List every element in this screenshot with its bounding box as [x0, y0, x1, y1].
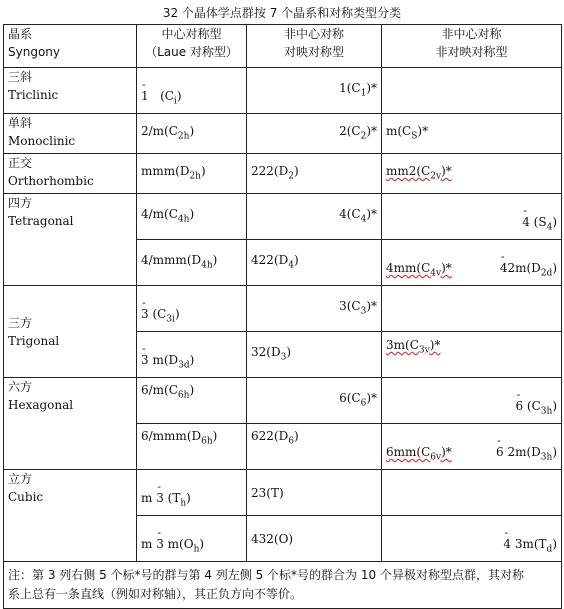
close-paren: ) — [212, 252, 218, 267]
group-suffix: )* — [441, 163, 452, 178]
group-label: 32(D — [251, 344, 281, 359]
subscript: i — [173, 96, 177, 106]
cell-nonenantio — [382, 194, 562, 240]
group-label: 4(C — [339, 206, 361, 221]
group-label: m(D — [148, 352, 179, 367]
group-text: mm2(C — [386, 163, 431, 178]
header-non-enantiomorphic — [382, 25, 562, 68]
header-syngony-cn: 晶系 — [8, 27, 33, 41]
syngony-hexagonal — [4, 378, 137, 470]
subscript: 2 — [288, 171, 294, 182]
group-label: (C — [148, 306, 167, 321]
group-label: 3m(T — [511, 536, 547, 551]
syngony-cn: 四方 — [8, 196, 33, 210]
bar-symbol: - 4 — [500, 259, 508, 277]
group-label: 23(T) — [251, 485, 284, 500]
row-orthorhombic — [4, 154, 562, 194]
group-text: 2m(D — [507, 260, 541, 275]
cell-centro — [137, 240, 247, 286]
subscript: h — [193, 544, 200, 554]
subscript: 2 — [360, 131, 367, 142]
table-note — [4, 562, 562, 609]
subscript: 6 — [360, 398, 367, 409]
close-paren: ) — [212, 429, 218, 443]
row-monoclinic — [4, 114, 562, 154]
table-title: 32 个晶体学点群按 7 个晶系和对称类型分类 — [162, 6, 402, 20]
close-paren: ) — [552, 260, 557, 275]
close-paren: ) — [199, 536, 205, 551]
subscript: 3d — [178, 360, 190, 370]
syngony-cn: 立方 — [8, 472, 33, 486]
group-label: mmm(D — [141, 163, 190, 178]
cell-enantio — [247, 68, 382, 114]
schoenflies: (C — [160, 88, 174, 103]
close-paren: ) — [200, 163, 206, 178]
cell-enantio — [247, 240, 382, 286]
subscript: 2d — [540, 268, 553, 278]
subscript: 6v — [430, 452, 442, 462]
subscript: 4h — [177, 214, 190, 225]
row-tetragonal-a — [4, 194, 562, 240]
subscript: S — [411, 131, 418, 142]
subscript: h — [180, 498, 187, 508]
group-label: 4/mmm(D — [141, 252, 202, 267]
group-text: 6mm(C — [386, 444, 431, 459]
syngony-cn: 三斜 — [8, 70, 33, 84]
syngony-cubic — [4, 470, 137, 562]
syngony-en: Trigonal — [8, 333, 60, 348]
cell-enantio — [247, 378, 382, 424]
cell-nonenantio — [382, 516, 562, 562]
bar-symbol: - 3 — [141, 305, 149, 323]
group-suffix: )* — [441, 444, 452, 459]
cell-centro — [137, 332, 247, 378]
note-line-2: 系上总有一条直线（例如对称轴），其正负方向不等价。 — [8, 587, 303, 601]
subscript: 3 — [280, 352, 287, 363]
cell-enantio — [247, 194, 382, 240]
syngony-orthorhombic — [4, 154, 137, 194]
group-label: (S — [529, 214, 547, 229]
close-paren: ) — [189, 383, 195, 397]
group-label: 3(C — [339, 298, 361, 313]
cell-nonenantio — [382, 154, 562, 194]
group-suffix: )* — [366, 206, 377, 221]
group-suffix: )* — [441, 260, 452, 275]
cell-nonenantio — [382, 286, 562, 332]
header-centrosymmetric — [137, 25, 247, 68]
close-paren: ) — [293, 163, 299, 178]
header-col3-line1: 非中心对称 — [283, 27, 344, 41]
group-right — [500, 259, 557, 282]
group-left — [386, 443, 452, 466]
cell-enantio — [247, 332, 382, 378]
subscript: d — [546, 544, 553, 554]
group-suffix: )* — [429, 338, 441, 352]
group-label: 222(D — [251, 163, 289, 178]
cell-centro — [137, 424, 247, 470]
syngony-cn: 正交 — [8, 156, 33, 170]
syngony-trigonal — [4, 286, 137, 378]
cell-nonenantio — [382, 114, 562, 154]
cell-enantio — [247, 516, 382, 562]
cell-nonenantio — [382, 378, 562, 424]
bar-symbol: - 4 — [503, 535, 511, 553]
subscript: 6h — [177, 390, 190, 401]
cell-centro — [137, 68, 247, 114]
group-text: 3m(C — [386, 338, 419, 352]
cell-centro — [137, 516, 247, 562]
close-paren: ) — [174, 306, 180, 321]
syngony-en: Orthorhombic — [8, 174, 94, 188]
cell-nonenantio — [382, 470, 562, 516]
group-prefix: m — [141, 490, 157, 505]
group-label: 6(C — [339, 390, 361, 405]
close-paren: ) — [189, 352, 195, 367]
point-group-table — [3, 24, 562, 609]
cell-centro — [137, 114, 247, 154]
close-paren: ) — [552, 536, 557, 551]
subscript: 4v — [430, 268, 442, 278]
close-paren: ) — [293, 429, 299, 443]
group-suffix: )* — [366, 298, 377, 313]
header-enantiomorphic — [247, 25, 382, 68]
group-prefix: m — [141, 536, 157, 551]
cell-centro — [137, 154, 247, 194]
close-paren: ) — [189, 123, 195, 138]
header-syngony — [4, 25, 137, 68]
syngony-tetragonal — [4, 194, 137, 286]
close-paren: ) — [186, 490, 191, 505]
close-paren: ) — [189, 206, 195, 221]
subscript: 3h — [540, 406, 553, 416]
group-left — [386, 259, 452, 282]
group-label — [386, 163, 452, 182]
header-col3-line2: 对映对称型 — [283, 45, 344, 59]
group-suffix: )* — [366, 123, 377, 138]
row-trigonal-a — [4, 286, 562, 332]
cell-enantio — [247, 424, 382, 470]
group-text: 2m(D — [503, 444, 541, 459]
row-cubic-a — [4, 470, 562, 516]
bar-symbol: - 6 — [496, 443, 504, 461]
close-paren: ) — [552, 444, 557, 459]
cell-split — [386, 259, 557, 282]
subscript: 4 — [288, 260, 294, 271]
group-suffix: )* — [366, 390, 377, 405]
syngony-en: Tetragonal — [8, 214, 74, 228]
subscript: 3h — [540, 452, 553, 462]
cell-split — [386, 443, 557, 466]
group-suffix: )* — [417, 123, 429, 138]
cell-nonenantio — [382, 68, 562, 114]
cell-enantio — [247, 470, 382, 516]
subscript: 4h — [201, 260, 213, 271]
note-line-1: 注：第 3 列右侧 5 个标*号的群与第 4 列左侧 5 个标*号的群合为 10 个异极对称型点群，其对称 — [8, 568, 524, 582]
close-paren: ) — [176, 88, 182, 103]
close-paren: ) — [286, 344, 291, 359]
group-label: 422(D — [251, 252, 289, 267]
bar-symbol: - 1 — [141, 87, 149, 105]
group-label: 432(O) — [251, 531, 294, 546]
header-col2-line1: 中心对称型 — [161, 27, 222, 41]
syngony-cn: 单斜 — [8, 116, 33, 130]
group-label: m(C — [386, 123, 412, 138]
subscript: 3v — [418, 345, 430, 356]
syngony-en: Monoclinic — [8, 134, 76, 148]
subscript: 1 — [360, 88, 367, 99]
row-hexagonal-a — [4, 378, 562, 424]
group-label: (C — [523, 398, 541, 413]
row-triclinic — [4, 68, 562, 114]
close-paren: ) — [552, 214, 557, 229]
group-label: 4/m(C — [141, 206, 178, 221]
syngony-cn: 六方 — [8, 380, 33, 394]
syngony-monoclinic — [4, 114, 137, 154]
syngony-cn: 三方 — [8, 315, 33, 330]
group-suffix: )* — [366, 80, 377, 95]
subscript: 4 — [360, 214, 367, 225]
cell-nonenantio — [382, 332, 562, 378]
header-syngony-en: Syngony — [8, 45, 60, 59]
subscript: 2h — [189, 171, 201, 182]
group-label: 1(C — [339, 80, 361, 95]
header-row — [4, 25, 562, 68]
subscript: 3 — [360, 306, 367, 317]
subscript: 2h — [177, 131, 190, 142]
row-note — [4, 562, 562, 609]
cell-centro — [137, 286, 247, 332]
group-label: m(O — [163, 536, 194, 551]
subscript: 4 — [546, 222, 553, 232]
bar-symbol: - 3 — [156, 489, 164, 507]
syngony-triclinic — [4, 68, 137, 114]
cell-nonenantio — [382, 240, 562, 286]
group-label: (T — [163, 490, 181, 505]
bar-symbol: - 3 — [156, 535, 164, 553]
group-label — [386, 338, 441, 356]
group-label: 2/m(C — [141, 123, 178, 138]
subscript: 2v — [430, 171, 442, 182]
group-label: 6/mmm(D — [141, 429, 202, 443]
subscript: 6 — [288, 436, 294, 447]
cell-enantio — [247, 154, 382, 194]
close-paren: ) — [293, 252, 299, 267]
cell-enantio — [247, 286, 382, 332]
group-label: 2(C — [339, 123, 361, 138]
bar-symbol: - 4 — [522, 213, 530, 231]
group-right — [496, 443, 557, 466]
bar-symbol: - 6 — [515, 397, 523, 415]
subscript: 6h — [201, 436, 213, 447]
header-col4-line1: 非中心对称 — [441, 27, 502, 41]
header-col4-line2: 非对映对称型 — [435, 45, 508, 59]
cell-centro — [137, 470, 247, 516]
header-col2-line2: （Laue 对称型） — [145, 45, 238, 59]
syngony-en: Hexagonal — [8, 398, 74, 412]
syngony-en: Triclinic — [8, 88, 59, 102]
group-text: 4mm(C — [386, 260, 431, 275]
cell-enantio — [247, 114, 382, 154]
group-label: 622(D — [251, 429, 289, 443]
cell-centro — [137, 378, 247, 424]
bar-symbol: - 3 — [141, 351, 149, 369]
cell-centro — [137, 194, 247, 240]
subscript: 3i — [166, 314, 175, 324]
syngony-en: Cubic — [8, 490, 44, 504]
group-label: 6/m(C — [141, 383, 178, 397]
cell-nonenantio — [382, 424, 562, 470]
close-paren: ) — [552, 398, 557, 413]
